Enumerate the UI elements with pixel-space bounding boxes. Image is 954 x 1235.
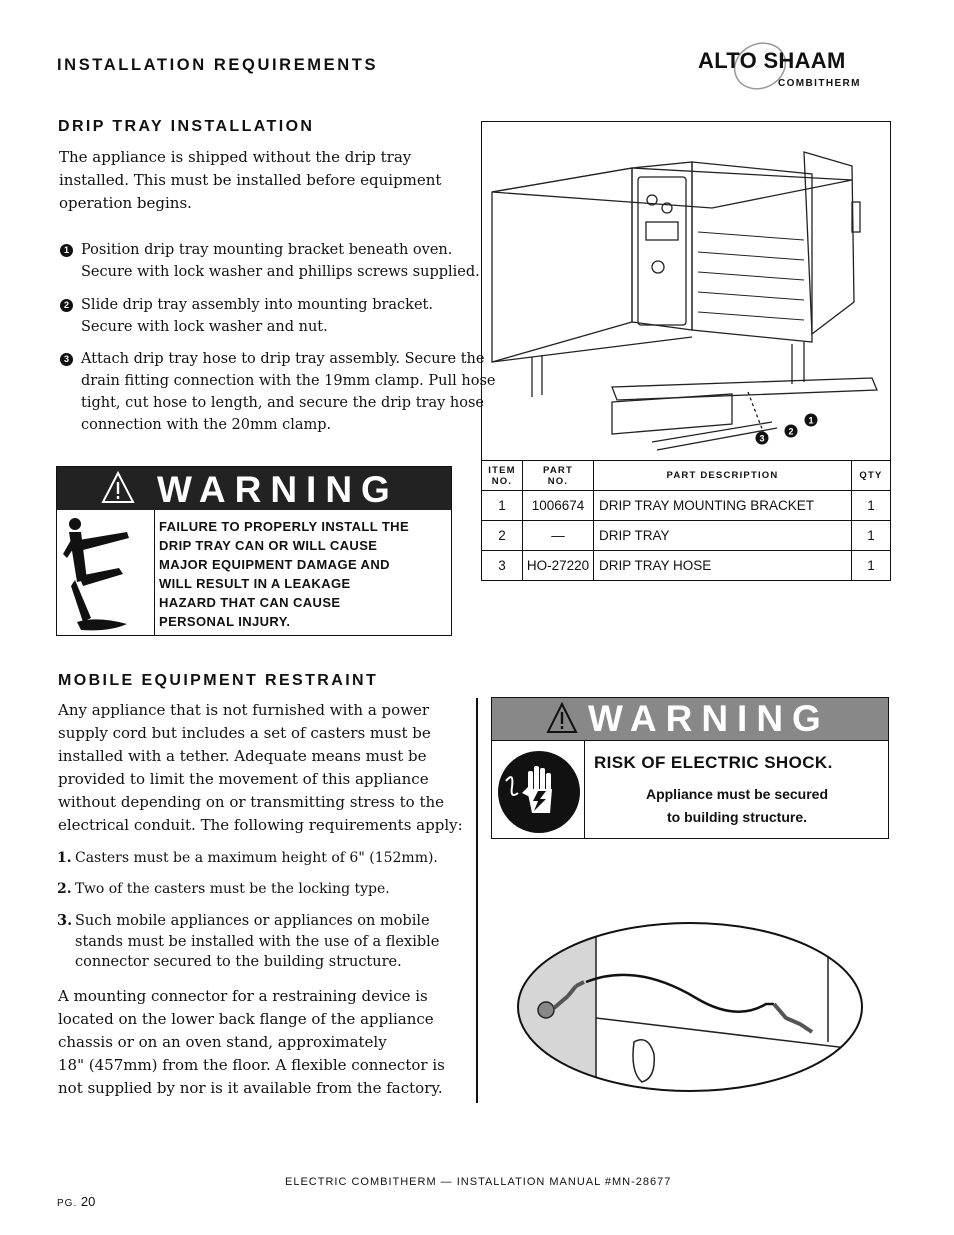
oven-drawing-icon xyxy=(482,122,890,460)
warning-text: FAILURE TO PROPERLY INSTALL THE DRIP TRAY CAN OR WILL CAUSE MAJOR EQUIPMENT DAMAGE AND WILL RESULT IN A LEAKAGE HAZARD THAT CAN CAUSE PERSONAL INJURY. xyxy=(159,519,410,629)
step-number: 2 xyxy=(60,299,73,312)
cell-desc: DRIP TRAY xyxy=(594,521,852,551)
table-row xyxy=(482,521,891,551)
parts-table xyxy=(481,460,891,581)
step-number: 1 xyxy=(60,244,73,257)
step-line: drain fitting connection with the 19mm clamp. Pull hose xyxy=(81,373,496,389)
step-line: Slide drip tray assembly into mounting bracket. xyxy=(81,297,433,313)
slip-hazard-icon xyxy=(57,510,154,635)
cell-item: 1 xyxy=(482,491,523,521)
step-line: Position drip tray mounting bracket beneath oven. xyxy=(81,242,453,258)
page-number: PG. 20 xyxy=(57,1194,96,1209)
electric-shock-hand-icon xyxy=(492,741,584,838)
step-3 xyxy=(63,348,496,436)
drip-tray-intro xyxy=(59,146,441,215)
callout-markers xyxy=(756,414,818,445)
cell-part: 1006674 xyxy=(523,491,594,521)
drip-tray-heading: DRIP TRAY INSTALLATION xyxy=(58,118,315,135)
requirement-3: 3. Such mobile appliances or appliances on mobile stands must be installed with the use of a flexible connector secured to the building structure. xyxy=(57,912,440,970)
logo-brand: ALTO SHAAM xyxy=(698,48,846,73)
column-divider xyxy=(476,698,478,1103)
step-line: tight, cut hose to length, and secure the drip tray hose xyxy=(81,395,484,411)
shock-icon-cell xyxy=(492,741,585,838)
tether-drawing-icon xyxy=(516,922,864,1092)
warning-title: WARNING xyxy=(157,469,399,510)
step-line: connection with the 20mm clamp. xyxy=(81,417,332,433)
warning-triangle-icon xyxy=(546,702,578,734)
mobile-heading: MOBILE EQUIPMENT RESTRAINT xyxy=(58,672,379,689)
col-part-no: PART NO. xyxy=(523,461,594,491)
col-description: PART DESCRIPTION xyxy=(594,461,852,491)
col-qty: QTY xyxy=(852,461,891,491)
warning-triangle-icon xyxy=(101,471,135,504)
warning-title-bar xyxy=(492,698,888,741)
table-row xyxy=(482,551,891,581)
mobile-intro: Any appliance that is not furnished with a power supply cord but includes a set of casters must be installed with a tether. Adequate means must be provided to limit the movement of this appliance without depending on or transmitting stress to the electrical conduit. The following requirements apply: xyxy=(58,701,463,834)
cell-desc: DRIP TRAY HOSE xyxy=(594,551,852,581)
intro-line: The appliance is shipped without the drip tray xyxy=(59,148,412,166)
section-title: INSTALLATION REQUIREMENTS xyxy=(57,56,379,74)
step-1 xyxy=(63,239,480,283)
mobile-closing: A mounting connector for a restraining device is located on the lower back flange of the appliance chassis or on an oven stand, approximately 18" (457mm) from the floor. A flexible connector is not supplied by nor is it available from the factory. xyxy=(58,987,445,1097)
warning-drip-tray xyxy=(56,466,452,636)
warning-electric-shock xyxy=(491,697,889,839)
footer-text: ELECTRIC COMBITHERM — INSTALLATION MANUAL #MN-28677 xyxy=(285,1176,672,1188)
intro-line: operation begins. xyxy=(59,194,192,212)
warning-title-bar xyxy=(57,467,451,510)
cell-item: 2 xyxy=(482,521,523,551)
cell-qty: 1 xyxy=(852,491,891,521)
cell-part: — xyxy=(523,521,594,551)
intro-line: installed. This must be installed before equipment xyxy=(59,171,442,189)
alto-shaam-logo xyxy=(698,40,888,104)
logo-sub: COMBITHERM xyxy=(778,78,861,89)
table-row xyxy=(482,491,891,521)
callout-3-label: 3 xyxy=(759,433,765,444)
step-number: 3 xyxy=(60,353,73,366)
oven-illustration xyxy=(481,121,891,461)
tether-illustration xyxy=(516,922,864,1092)
warning-title: WARNING xyxy=(588,698,830,739)
cell-qty: 1 xyxy=(852,521,891,551)
risk-heading: RISK OF ELECTRIC SHOCK. xyxy=(594,753,833,772)
table-header-row xyxy=(482,461,891,491)
risk-detail: Appliance must be secured to building structure. xyxy=(645,786,829,825)
cell-qty: 1 xyxy=(852,551,891,581)
cell-desc: DRIP TRAY MOUNTING BRACKET xyxy=(594,491,852,521)
requirement-1: 1. Casters must be a maximum height of 6" (152mm). xyxy=(57,850,438,866)
requirement-2: 2. Two of the casters must be the locking type. xyxy=(57,881,390,897)
cell-part: HO-27220 xyxy=(523,551,594,581)
step-2 xyxy=(63,294,433,338)
step-line: Attach drip tray hose to drip tray assembly. Secure the xyxy=(81,351,485,367)
step-line: Secure with lock washer and nut. xyxy=(81,319,328,335)
callout-2-label: 2 xyxy=(788,426,794,437)
step-line: Secure with lock washer and phillips screws supplied. xyxy=(81,264,480,280)
cell-item: 3 xyxy=(482,551,523,581)
slip-hazard-icon-cell xyxy=(57,510,155,635)
callout-1-label: 1 xyxy=(808,415,814,426)
col-item-no: ITEM NO. xyxy=(482,461,523,491)
